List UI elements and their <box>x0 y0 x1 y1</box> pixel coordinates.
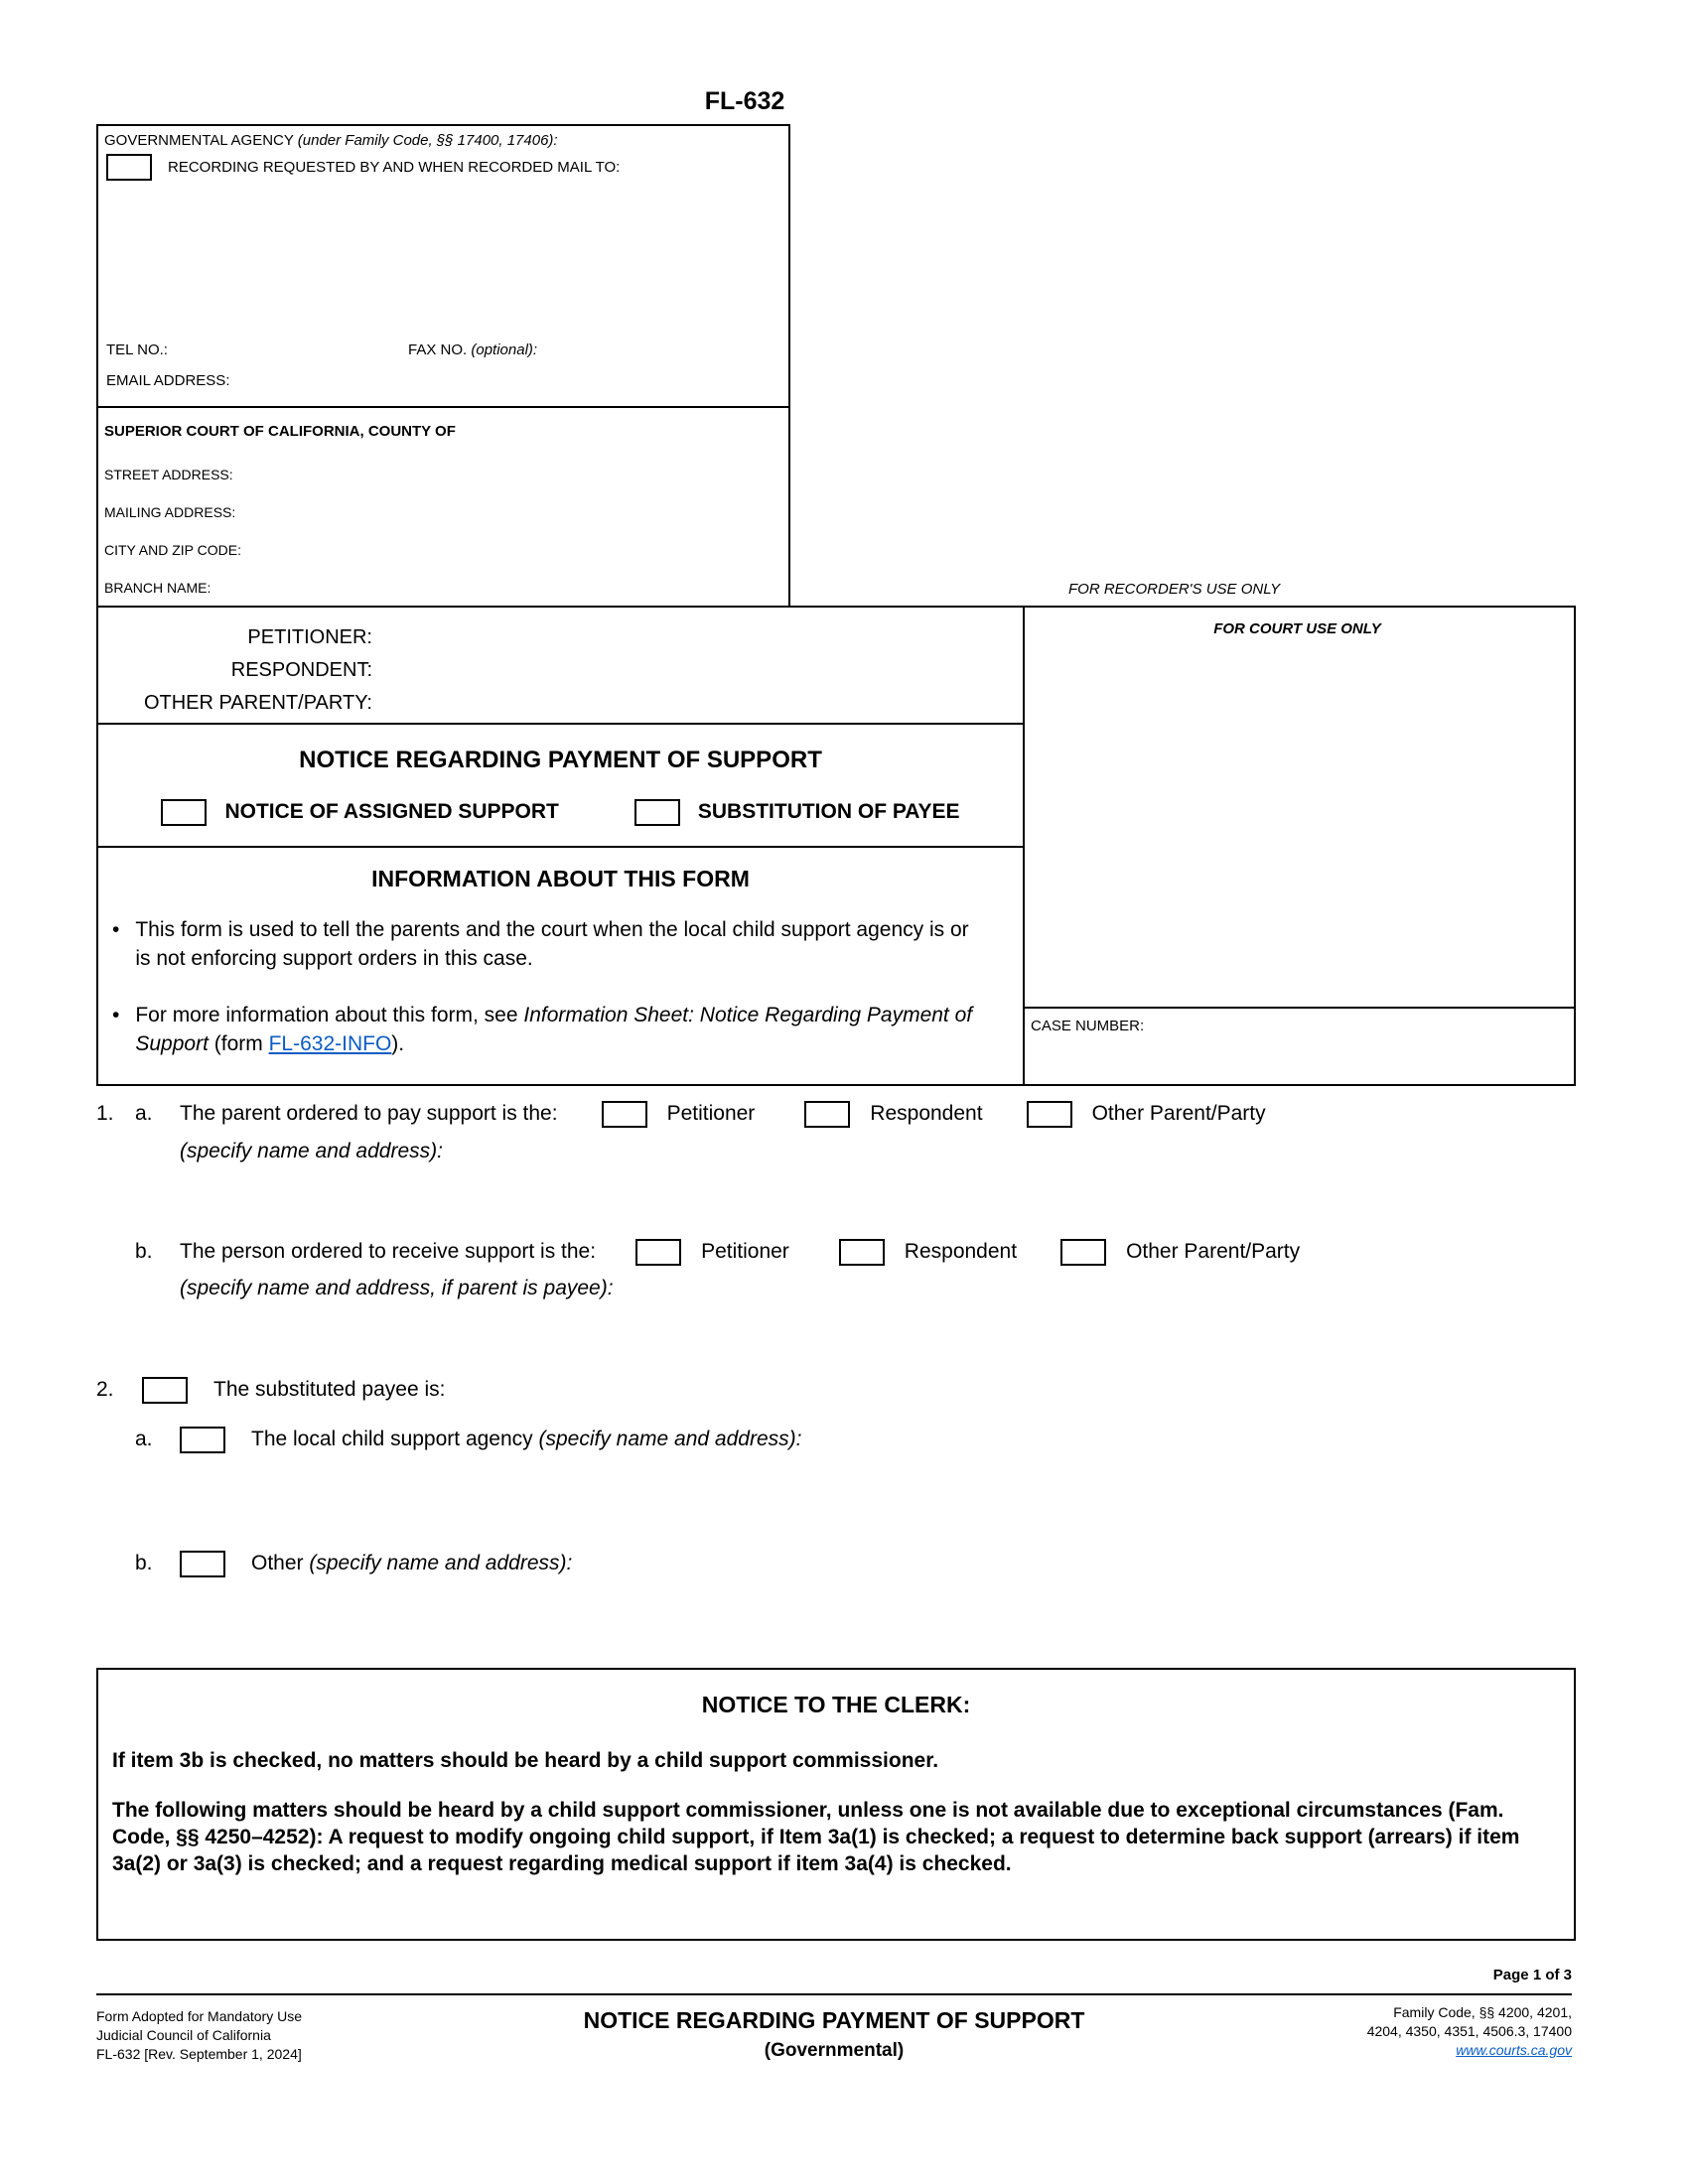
tel-label: TEL NO.: <box>106 341 168 358</box>
item-2a-specify: (specify name and address): <box>538 1428 802 1450</box>
item-1b-respondent-checkbox[interactable] <box>839 1239 885 1266</box>
substitution-of-payee-label: SUBSTITUTION OF PAYEE <box>697 800 960 823</box>
footer-center <box>397 2007 1271 2062</box>
footer-left <box>96 2007 302 2064</box>
item-2-checkbox[interactable] <box>142 1377 188 1404</box>
recording-requested-row <box>106 154 620 181</box>
info-bullet-2-text <box>135 1001 986 1058</box>
agency-box <box>96 124 790 412</box>
form-number: FL-632 <box>704 87 785 115</box>
item-2b-checkbox[interactable] <box>180 1551 225 1577</box>
footer-council-line: Judicial Council of California <box>96 2027 271 2043</box>
party-box <box>96 606 1025 729</box>
form-title-box <box>96 723 1025 852</box>
fax-label-text: FAX NO. <box>408 341 472 358</box>
item-2b-text <box>251 1550 572 1577</box>
respondent-label: RESPONDENT: <box>230 659 372 681</box>
courts-website-link[interactable]: www.courts.ca.gov <box>1456 2042 1572 2058</box>
city-zip-label: CITY AND ZIP CODE: <box>104 542 241 558</box>
footer-family-code-line1: Family Code, §§ 4200, 4201, <box>1393 2004 1572 2020</box>
form-title: NOTICE REGARDING PAYMENT OF SUPPORT <box>299 747 822 773</box>
item-1b-respondent-label: Respondent <box>904 1240 1018 1263</box>
item-1a-text: The parent ordered to pay support is the: <box>180 1102 558 1125</box>
clerk-notice-para1: If item 3b is checked, no matters should be heard by a child support commissioner. <box>112 1749 939 1772</box>
info-bullet-2 <box>112 1001 986 1058</box>
item-1a-letter: a. <box>135 1102 153 1125</box>
agency-heading-code: (under Family Code, §§ 17400, 17406): <box>297 132 558 149</box>
footer-divider <box>96 1993 1572 1995</box>
item-2b-row <box>135 1550 572 1577</box>
item-2b-letter: b. <box>135 1552 153 1574</box>
bullet-icon: • <box>112 1004 120 1026</box>
info-bullet-2-suffix: ). <box>391 1032 405 1055</box>
item-2a-row <box>135 1426 801 1453</box>
party-labels <box>98 621 372 720</box>
court-use-label: FOR COURT USE ONLY <box>1213 620 1381 637</box>
substitution-of-payee-checkbox[interactable] <box>634 799 680 826</box>
agency-heading-text: GOVERNMENTAL AGENCY <box>104 132 298 149</box>
item-2-row <box>96 1376 445 1404</box>
info-bullet-2-prefix: For more information about this form, see <box>135 1004 524 1026</box>
bullet-icon: • <box>112 918 120 941</box>
footer-form-title: NOTICE REGARDING PAYMENT OF SUPPORT <box>583 2007 1085 2033</box>
fax-label-optional: (optional): <box>471 341 538 358</box>
item-1b-other-label: Other Parent/Party <box>1126 1240 1301 1263</box>
clerk-notice-box <box>96 1668 1576 1941</box>
item-1a-respondent-label: Respondent <box>870 1102 983 1125</box>
item-2-number: 2. <box>96 1378 114 1401</box>
item-2a-text-main: The local child support agency <box>251 1428 539 1450</box>
info-box <box>96 846 1025 1086</box>
item-1b-row <box>135 1238 1300 1266</box>
info-bullet-2-mid: (form <box>208 1032 269 1055</box>
case-number-label: CASE NUMBER: <box>1031 1018 1145 1034</box>
item-1b-letter: b. <box>135 1240 153 1263</box>
item-2a-text <box>251 1426 801 1453</box>
recording-requested-checkbox[interactable] <box>106 154 152 181</box>
item-2a-checkbox[interactable] <box>180 1427 225 1453</box>
item-1b-text: The person ordered to receive support is the: <box>180 1240 597 1263</box>
court-box <box>96 406 790 612</box>
other-parent-label: OTHER PARENT/PARTY: <box>143 692 372 714</box>
fax-label <box>408 341 537 360</box>
fl-632-info-link[interactable]: FL-632-INFO <box>268 1032 392 1055</box>
item-1a-respondent-checkbox[interactable] <box>804 1101 850 1128</box>
item-1b-petitioner-checkbox[interactable] <box>635 1239 681 1266</box>
email-label: EMAIL ADDRESS: <box>106 372 230 389</box>
item-1a-specify: (specify name and address): <box>180 1140 443 1162</box>
item-1a-petitioner-checkbox[interactable] <box>602 1101 647 1128</box>
info-bullet-1 <box>112 915 986 973</box>
item-1b-petitioner-label: Petitioner <box>701 1240 789 1263</box>
item-2a-letter: a. <box>135 1428 153 1450</box>
info-heading: INFORMATION ABOUT THIS FORM <box>371 866 750 891</box>
street-address-label: STREET ADDRESS: <box>104 467 233 482</box>
recording-requested-label: RECORDING REQUESTED BY AND WHEN RECORDED MAIL TO: <box>168 158 621 176</box>
page-indicator: Page 1 of 3 <box>1492 1967 1572 1983</box>
clerk-notice-heading: NOTICE TO THE CLERK: <box>701 1692 971 1717</box>
item-1-number: 1. <box>96 1102 114 1125</box>
item-1b-other-checkbox[interactable] <box>1060 1239 1106 1266</box>
footer-right <box>1175 2003 1572 2060</box>
footer-adoption-line: Form Adopted for Mandatory Use <box>96 2008 302 2024</box>
item-2b-text-main: Other <box>251 1552 310 1574</box>
court-title: SUPERIOR COURT OF CALIFORNIA, COUNTY OF <box>104 423 456 440</box>
item-1a-petitioner-label: Petitioner <box>666 1102 756 1125</box>
item-1a-other-checkbox[interactable] <box>1027 1101 1072 1128</box>
footer-revision-line: FL-632 [Rev. September 1, 2024] <box>96 2046 302 2062</box>
footer-form-subtitle: (Governmental) <box>764 2040 905 2061</box>
recorder-use-note: FOR RECORDER'S USE ONLY <box>1068 581 1281 598</box>
petitioner-label: PETITIONER: <box>247 626 372 648</box>
footer-family-code-line2: 4204, 4350, 4351, 4506.3, 17400 <box>1366 2023 1572 2039</box>
notice-type-row <box>98 798 1023 826</box>
notice-assigned-support-checkbox[interactable] <box>161 799 207 826</box>
item-1a-row <box>96 1100 1266 1128</box>
branch-name-label: BRANCH NAME: <box>104 580 211 596</box>
item-1a-other-label: Other Parent/Party <box>1091 1102 1266 1125</box>
item-2-text: The substituted payee is: <box>213 1378 446 1401</box>
info-sheet-title: Information Sheet: Notice Regarding Payment of Support <box>135 1004 973 1055</box>
case-number-box <box>1019 1007 1576 1086</box>
item-1b-specify: (specify name and address, if parent is payee): <box>180 1277 614 1299</box>
agency-heading <box>104 131 558 151</box>
item-2b-specify: (specify name and address): <box>309 1552 573 1574</box>
notice-assigned-support-label: NOTICE OF ASSIGNED SUPPORT <box>224 800 559 823</box>
mailing-address-label: MAILING ADDRESS: <box>104 504 236 520</box>
clerk-notice-para2: The following matters should be heard by a child support commissioner, unless one is not available due to exceptional circumstances (Fam. Code, §§ 4250–4252): A request to modify ongoing child support, if Item 3a(1) is checked; a request to determine back support (arrears) if item 3a(2) or 3a(3) is checked; and a request regarding medical support if item 3a(4) is checked. <box>112 1799 1520 1875</box>
info-bullet-1-text: This form is used to tell the parents and the court when the local child support agency is or is not enforcing support orders in this case. <box>135 918 969 970</box>
court-use-box <box>1019 606 1576 1013</box>
